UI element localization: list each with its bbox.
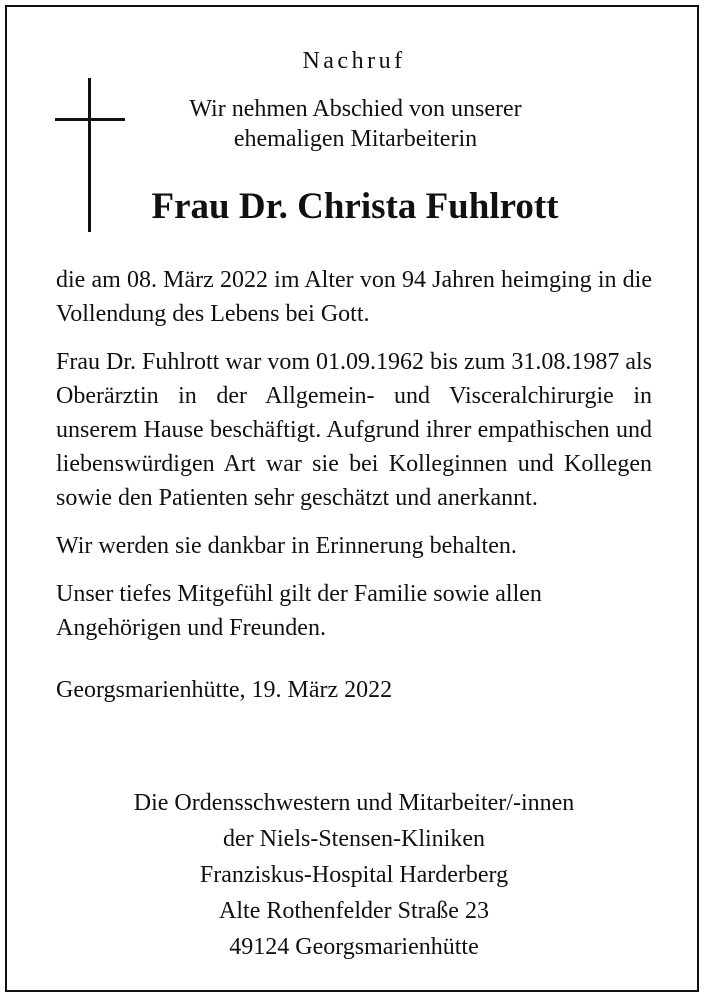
intro-text xyxy=(118,94,593,154)
notice-body xyxy=(56,263,652,721)
signature-line-4: Alte Rothenfelder Straße 23 xyxy=(219,898,489,924)
paragraph-passing: die am 08. März 2022 im Alter von 94 Jahren heimging in die Vollendung des Lebens bei Gott. xyxy=(56,267,652,327)
paragraph-career: Frau Dr. Fuhlrott war vom 01.09.1962 bis zum 31.08.1987 als Oberärztin in der Allgemein- und Visceralchirurgie in unserem Hause beschäftigt. Aufgrund ihrer empathischen und liebenswürdigen Art war sie bei Kolleginnen und Kollegen sowie den Patienten sehr geschätzt und anerkannt. xyxy=(56,349,652,511)
paragraph-condolences: Unser tiefes Mitgefühl gilt der Familie sowie allen Angehörigen und Freunden. xyxy=(56,581,542,641)
signature-line-3: Franziskus-Hospital Harderberg xyxy=(199,862,509,888)
signature-line-5: 49124 Georgsmarienhütte xyxy=(229,934,479,960)
cross-icon xyxy=(88,78,91,232)
signature-block xyxy=(0,785,708,965)
notice-heading: Nachruf xyxy=(302,48,406,74)
intro-line-2: ehemaligen Mitarbeiterin xyxy=(233,126,478,152)
deceased-name: Frau Dr. Christa Fuhlrott xyxy=(151,186,559,227)
signature-line-2: der Niels-Stensen-Kliniken xyxy=(223,826,485,852)
signature-line-1: Die Ordensschwestern und Mitarbeiter/-innen xyxy=(133,790,575,816)
intro-line-1: Wir nehmen Abschied von unserer xyxy=(189,96,522,122)
place-date: Georgsmarienhütte, 19. März 2022 xyxy=(56,677,393,703)
cross-icon-bar xyxy=(55,118,125,121)
paragraph-remembrance: Wir werden sie dankbar in Erinnerung behalten. xyxy=(56,533,517,559)
